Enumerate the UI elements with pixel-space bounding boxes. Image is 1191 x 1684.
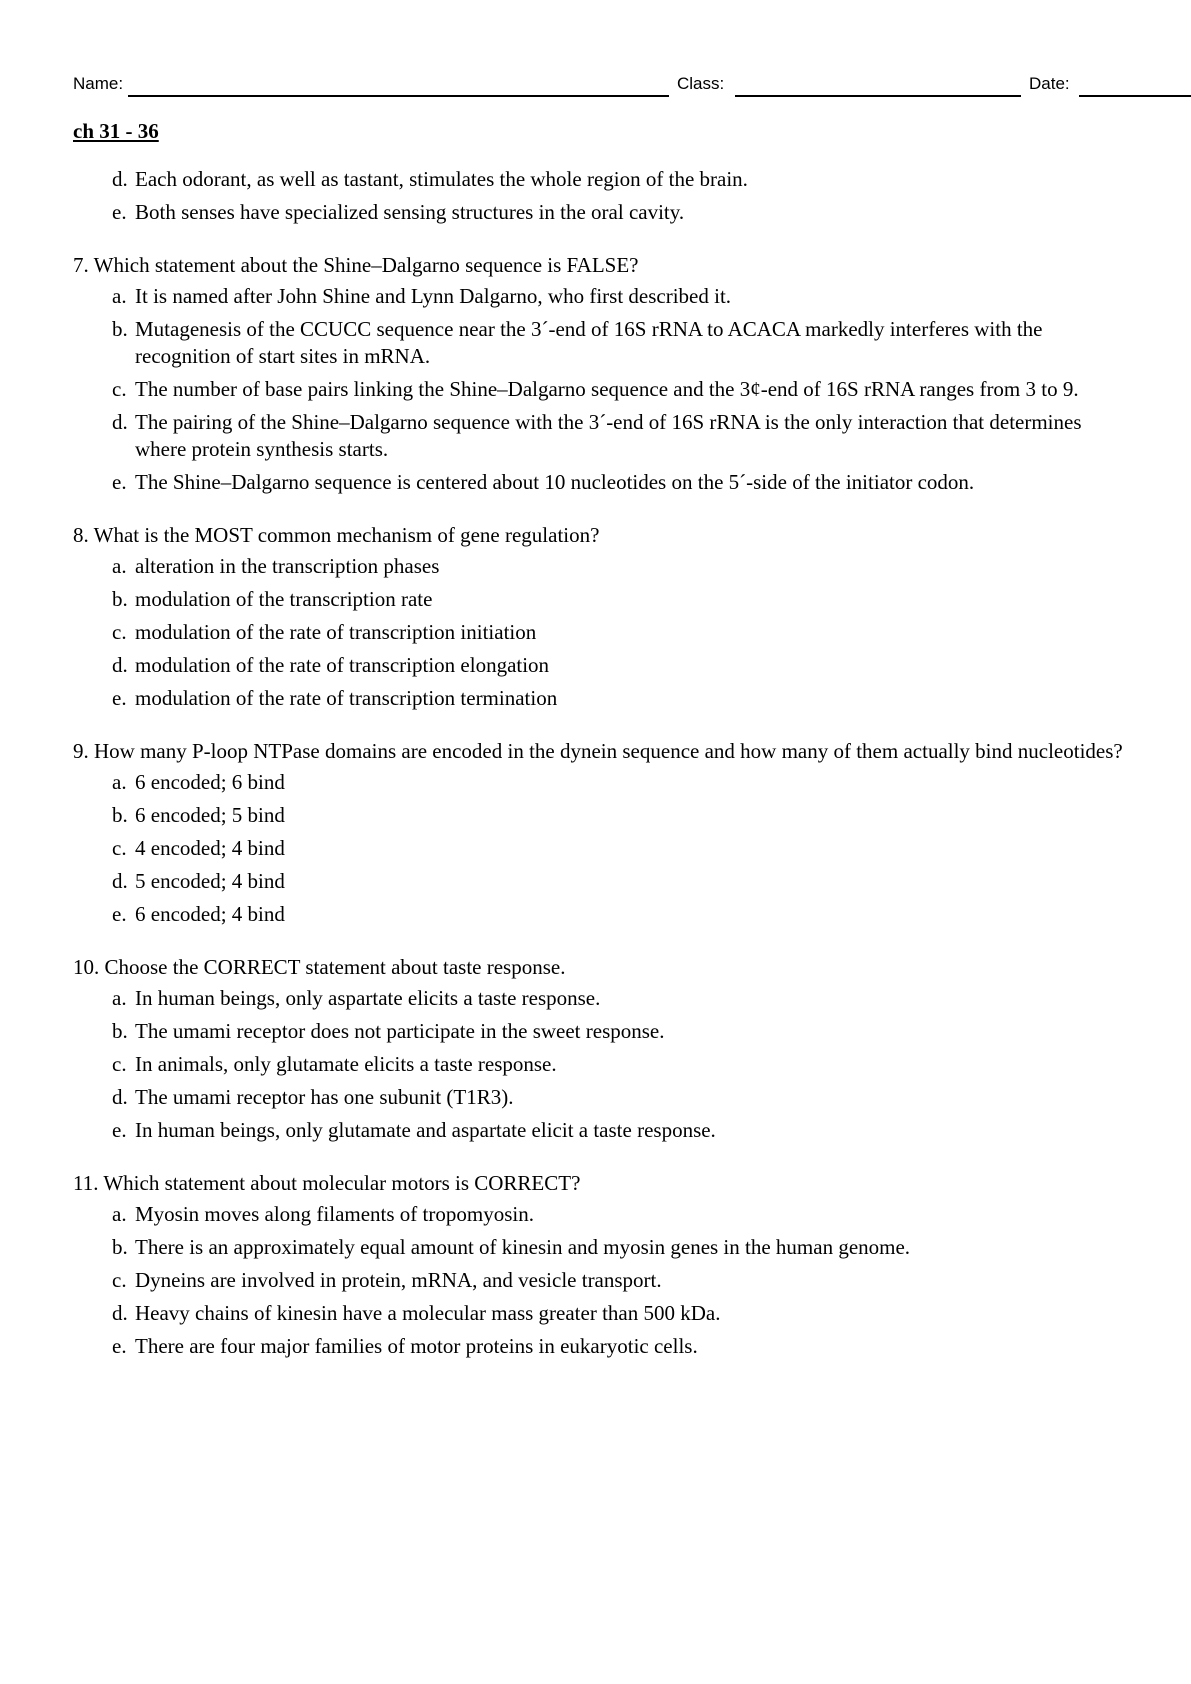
question-stem: 11. Which statement about molecular motors is CORRECT? — [73, 1171, 581, 1195]
option-text: The Shine–Dalgarno sequence is centered about 10 nucleotides on the 5´-side of the initiator codon. — [135, 470, 975, 494]
option-letter: e. — [112, 1118, 127, 1142]
option-letter: d. — [112, 1085, 128, 1109]
worksheet-header — [73, 72, 1163, 100]
option-text: Myosin moves along filaments of tropomyosin. — [135, 1202, 534, 1226]
option-text: Each odorant, as well as tastant, stimulates the whole region of the brain. — [135, 167, 748, 191]
answer-option — [112, 619, 1163, 646]
answer-option — [112, 1201, 1163, 1228]
question-list — [73, 166, 1163, 1386]
option-text: In animals, only glutamate elicits a taste response. — [135, 1052, 557, 1076]
option-letter: a. — [112, 284, 127, 308]
answer-option — [112, 868, 1163, 895]
question-8 — [73, 522, 1163, 712]
question-7 — [73, 252, 1163, 496]
option-letter: b. — [112, 1235, 128, 1259]
option-letter: d. — [112, 410, 128, 434]
option-text: Both senses have specialized sensing structures in the oral cavity. — [135, 200, 685, 224]
option-text: Heavy chains of kinesin have a molecular mass greater than 500 kDa. — [135, 1301, 721, 1325]
option-letter: e. — [112, 470, 127, 494]
option-letter: e. — [112, 686, 127, 710]
answer-option — [112, 376, 1163, 403]
option-text: 6 encoded; 5 bind — [135, 803, 285, 827]
answer-option — [112, 1333, 1163, 1360]
option-letter: b. — [112, 1019, 128, 1043]
option-letter: d. — [112, 869, 128, 893]
answer-option — [112, 1300, 1163, 1327]
option-text: modulation of the rate of transcription termination — [135, 686, 558, 710]
option-text: modulation of the rate of transcription initiation — [135, 620, 537, 644]
option-text: The number of base pairs linking the Shine–Dalgarno sequence and the 3¢-end of 16S rRNA ranges from 3 to 9. — [135, 377, 1079, 401]
option-letter: c. — [112, 620, 127, 644]
option-text: 5 encoded; 4 bind — [135, 869, 285, 893]
option-text: In human beings, only glutamate and aspartate elicit a taste response. — [135, 1118, 716, 1142]
option-letter: d. — [112, 1301, 128, 1325]
answer-option — [112, 1084, 1163, 1111]
option-text: 6 encoded; 6 bind — [135, 770, 285, 794]
answer-option — [112, 1267, 1163, 1294]
option-letter: a. — [112, 554, 127, 578]
name-field-line[interactable] — [128, 95, 669, 97]
answer-option — [112, 166, 1163, 193]
answer-option — [112, 1018, 1163, 1045]
answer-option — [112, 985, 1163, 1012]
option-letter: b. — [112, 317, 128, 341]
continued-options — [73, 166, 1163, 226]
option-text: alteration in the transcription phases — [135, 554, 440, 578]
option-letter: b. — [112, 587, 128, 611]
option-text: In human beings, only aspartate elicits a taste response. — [135, 986, 601, 1010]
page-title: ch 31 - 36 — [73, 119, 159, 143]
option-letter: e. — [112, 200, 127, 224]
question-11 — [73, 1170, 1163, 1360]
date-label: Date: — [1029, 74, 1070, 93]
answer-option — [112, 769, 1163, 796]
answer-option — [112, 835, 1163, 862]
answer-option — [112, 553, 1163, 580]
option-letter: e. — [112, 1334, 127, 1358]
answer-option — [112, 1051, 1163, 1078]
answer-option — [112, 685, 1163, 712]
option-text: The umami receptor does not participate in the sweet response. — [135, 1019, 665, 1043]
answer-option — [112, 409, 1163, 463]
option-text: There are four major families of motor proteins in eukaryotic cells. — [135, 1334, 698, 1358]
question-10 — [73, 954, 1163, 1144]
option-letter: a. — [112, 986, 127, 1010]
class-label: Class: — [677, 74, 725, 93]
option-text: modulation of the transcription rate — [135, 587, 433, 611]
option-text: Dyneins are involved in protein, mRNA, and vesicle transport. — [135, 1268, 662, 1292]
option-letter: b. — [112, 803, 128, 827]
option-text: There is an approximately equal amount of kinesin and myosin genes in the human genome. — [135, 1235, 911, 1259]
option-text: The umami receptor has one subunit (T1R3). — [135, 1085, 514, 1109]
question-stem: 8. What is the MOST common mechanism of gene regulation? — [73, 523, 600, 547]
question-stem: 10. Choose the CORRECT statement about taste response. — [73, 955, 566, 979]
question-9 — [73, 738, 1163, 928]
option-letter: d. — [112, 653, 128, 677]
answer-option — [112, 901, 1163, 928]
option-text: The pairing of the Shine–Dalgarno sequence with the 3´-end of 16S rRNA is the only interaction that determines where protein synthesis starts. — [135, 410, 1082, 461]
option-text: Mutagenesis of the CCUCC sequence near the 3´-end of 16S rRNA to ACACA markedly interferes with the recognition of start sites in mRNA. — [135, 317, 1043, 368]
option-letter: d. — [112, 167, 128, 191]
answer-option — [112, 802, 1163, 829]
answer-option — [112, 199, 1163, 226]
question-stem: 7. Which statement about the Shine–Dalgarno sequence is FALSE? — [73, 253, 639, 277]
answer-option — [112, 1117, 1163, 1144]
option-text: It is named after John Shine and Lynn Dalgarno, who first described it. — [135, 284, 732, 308]
question-stem: 9. How many P-loop NTPase domains are encoded in the dynein sequence and how many of them actually bind nucleotides? — [73, 739, 1123, 763]
answer-option — [112, 586, 1163, 613]
answer-option — [112, 469, 1163, 496]
option-letter: a. — [112, 1202, 127, 1226]
option-letter: c. — [112, 836, 127, 860]
name-label: Name: — [73, 74, 124, 93]
option-letter: a. — [112, 770, 127, 794]
option-letter: c. — [112, 1052, 127, 1076]
option-text: modulation of the rate of transcription elongation — [135, 653, 550, 677]
option-letter: c. — [112, 1268, 127, 1292]
answer-option — [112, 283, 1163, 310]
option-text: 4 encoded; 4 bind — [135, 836, 285, 860]
answer-option — [112, 1234, 1163, 1261]
option-text: 6 encoded; 4 bind — [135, 902, 285, 926]
answer-option — [112, 652, 1163, 679]
option-letter: e. — [112, 902, 127, 926]
class-field-line[interactable] — [735, 95, 1021, 97]
answer-option — [112, 316, 1163, 370]
option-letter: c. — [112, 377, 127, 401]
date-field-line[interactable] — [1079, 95, 1191, 97]
